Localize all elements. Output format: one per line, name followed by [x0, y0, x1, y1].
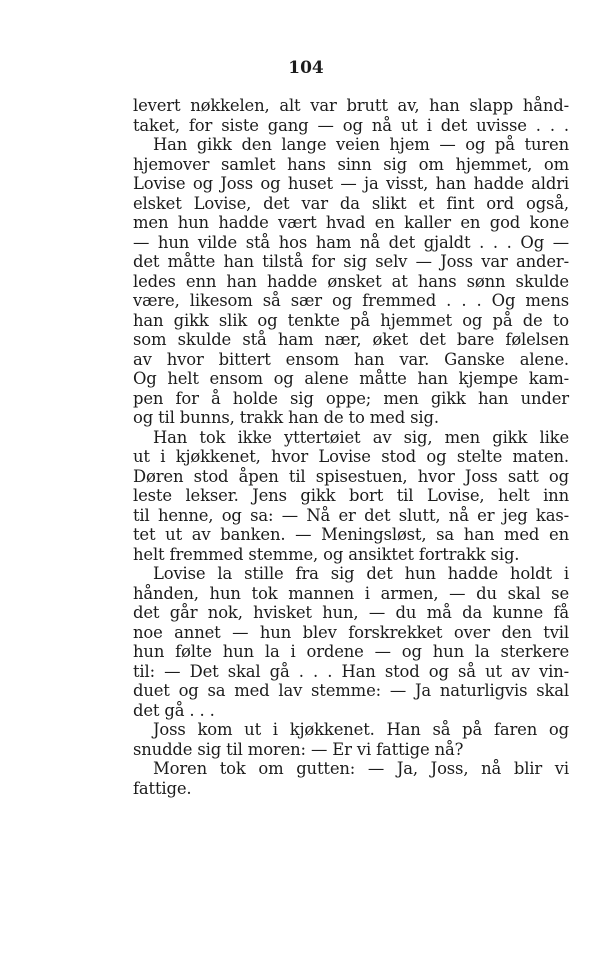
text-line: Lovise og Joss og huset — ja visst, han hadde aldri — [133, 174, 569, 193]
text-line: det gå . . . — [133, 700, 215, 720]
text-line: Døren stod åpen til spisestuen, hvor Joss satt og — [133, 466, 569, 486]
text-line: til henne, og sa: — Nå er det slutt, nå er jeg kas- — [133, 505, 569, 525]
text-line: Lovise la stille fra sig det hun hadde holdt i — [153, 564, 569, 583]
text-line: snudde sig til moren: — Er vi fattige nå? — [133, 739, 464, 759]
text-line: duet og sa med lav stemme: — Ja naturligvis skal — [133, 681, 569, 700]
text-line: Og helt ensom og alene måtte han kjempe kam- — [133, 369, 569, 388]
text-line: det måtte han tilstå for sig selv — Joss var ander- — [133, 252, 569, 271]
text-line: og til bunns, trakk han de to med sig. — [133, 408, 439, 427]
text-line: være, likesom så sær og fremmed . . . Og mens — [133, 291, 569, 310]
text-line: som skulde stå ham nær, øket det bare følelsen — [133, 330, 569, 349]
text-line: taket, for siste gang — og nå ut i det uvisse . . . — [133, 115, 569, 135]
text-line: leste lekser. Jens gikk bort til Lovise, helt inn — [133, 486, 569, 505]
body-text — [133, 96, 569, 798]
text-line: Han tok ikke yttertøiet av sig, men gikk like — [153, 427, 569, 447]
text-line: hjemover samlet hans sinn sig om hjemmet, om — [133, 154, 569, 174]
text-line: han gikk slik og tenkte på hjemmet og på de to — [133, 310, 569, 330]
text-line: men hun hadde vært hvad en kaller en god kone — [133, 213, 569, 232]
text-line: fattige. — [133, 778, 192, 798]
text-line: hånden, hun tok mannen i armen, — du skal se — [133, 583, 569, 603]
text-line: ut i kjøkkenet, hvor Lovise stod og stelte maten. — [133, 447, 569, 466]
text-line: til: — Det skal gå . . . Han stod og så ut av vin- — [133, 661, 569, 681]
text-line: Moren tok om gutten: — Ja, Joss, nå blir vi — [153, 759, 569, 778]
text-line: levert nøkkelen, alt var brutt av, han slapp hånd- — [133, 96, 569, 115]
text-line: hun følte hun la i ordene — og hun la sterkere — [133, 642, 569, 661]
text-line: ledes enn han hadde ønsket at hans sønn skulde — [133, 271, 569, 291]
text-line: Han gikk den lange veien hjem — og på turen — [153, 135, 569, 154]
text-line: Joss kom ut i kjøkkenet. Han så på faren og — [153, 720, 569, 739]
page-number: 104 — [288, 58, 324, 78]
text-line: noe annet — hun blev forskrekket over den tvil — [133, 622, 569, 642]
text-line: pen for å holde sig oppe; men gikk han under — [133, 388, 569, 408]
text-line: av hvor bittert ensom han var. Ganske alene. — [133, 349, 569, 369]
text-line: tet ut av banken. — Meningsløst, sa han med en — [133, 525, 569, 544]
text-line: elsket Lovise, det var da slikt et fint ord også, — [133, 193, 569, 213]
text-line: helt fremmed stemme, og ansiktet fortrakk sig. — [133, 544, 520, 564]
text-line: det går nok, hvisket hun, — du må da kunne få — [133, 603, 569, 622]
text-line: — hun vilde stå hos ham nå det gjaldt . . . Og — — [133, 232, 569, 252]
